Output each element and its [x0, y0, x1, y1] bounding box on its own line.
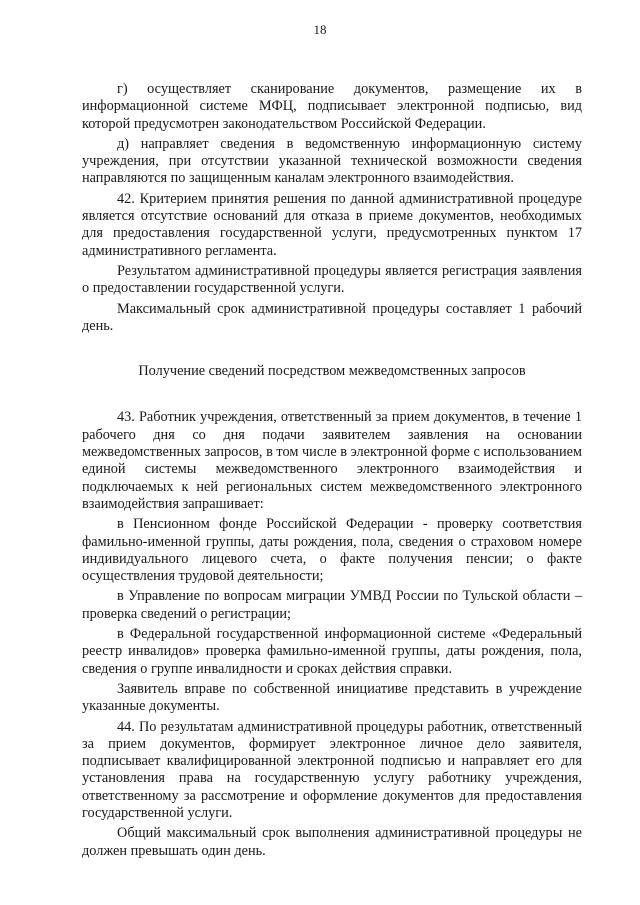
paragraph-max-term: Максимальный срок административной процедуры составляет 1 рабочий день.: [82, 300, 582, 334]
section-heading: Получение сведений посредством межведомственных запросов: [138, 363, 526, 380]
page-number: 18: [313, 22, 327, 37]
paragraph-43: 43. Работник учреждения, ответственный за прием документов, в течение 1 рабочего дня со дня подачи заявителем заявления на основании межведомственных запросов, в том числе в электронной форме с использованием единой системы межведомственного электронного взаимодействия и подключаемых к ней региональных систем межведомственного электронного взаимодействия запрашивает:: [82, 409, 582, 512]
paragraph-result: Результатом административной процедуры является регистрация заявления о предоставлении государственной услуги.: [82, 262, 582, 297]
paragraph-d: д) направляет сведения в ведомственную информационную систему учреждения, при отсутствии указанной технической возможности сведения направляются по защищенным каналам электронного взаимодействия.: [82, 135, 582, 187]
paragraph-migration: в Управление по вопросам миграции УМВД России по Тульской области – проверка сведений о регистрации;: [82, 588, 582, 622]
paragraph-disability-registry: в Федеральной государственной информационной системе «Федеральный реестр инвалидов» проверка фамильно-именной группы, даты рождения, пола, сведения о группе инвалидности и сроках действия справки.: [82, 626, 582, 677]
paragraph-42: 42. Критерием принятия решения по данной административной процедуре является отсутствие оснований для отказа в приеме документов, необходимых для предоставления государственной услуги, предусмотренных пунктом 17 административного регламента.: [82, 190, 582, 259]
paragraph-g: г) осуществляет сканирование документов, размещение их в информационной системе МФЦ, подписывает электронной подписью, вид которой предусмотрен законодательством Российской Федерации.: [82, 81, 582, 132]
paragraph-total-term: Общий максимальный срок выполнения административной процедуры не должен превышать один день.: [82, 825, 582, 859]
document-body: [82, 81, 582, 860]
paragraph-pension-fund: в Пенсионном фонде Российской Федерации - проверку соответствия фамильно-именной группы, даты рождения, пола, сведения о страховом номере индивидуального лицевого счета, о факте получения пенсии; о факте осуществления трудовой деятельности;: [82, 516, 582, 585]
paragraph-applicant-right: Заявитель вправе по собственной инициативе представить в учреждение указанные документы.: [82, 680, 582, 715]
paragraph-44: 44. По результатам административной процедуры работник, ответственный за прием документов, формирует электронное личное дело заявителя, подписывает квалифицированной электронной подписью и направляет его для установления права на государственную услугу работнику учреждения, ответственному за рассмотрение и оформление документов для предоставления государственной услуги.: [82, 718, 582, 821]
